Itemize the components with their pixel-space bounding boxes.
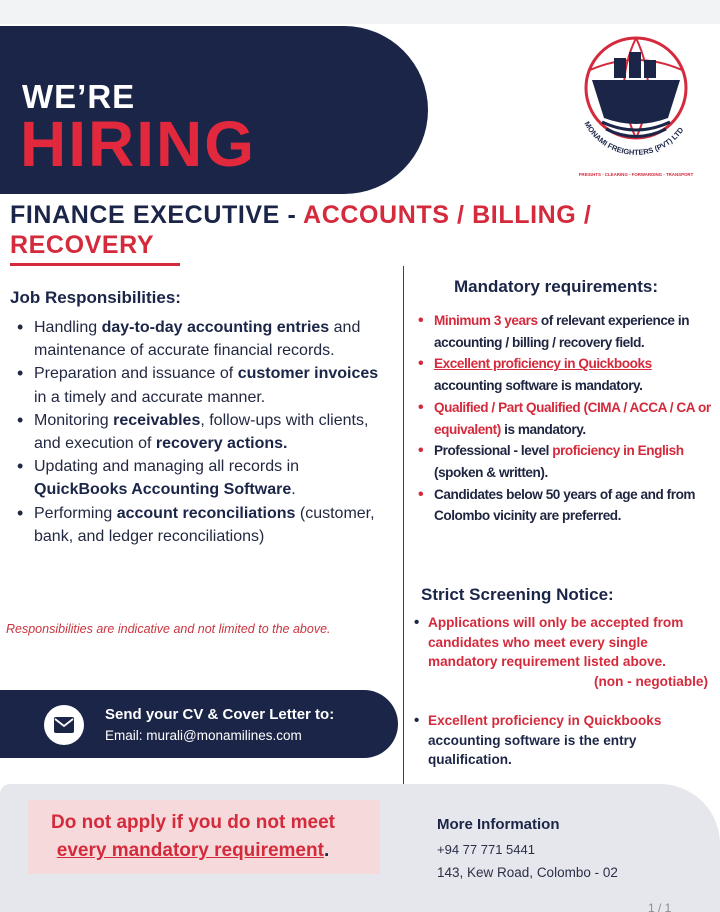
address: 143, Kew Road, Colombo - 02 — [437, 865, 618, 880]
responsibilities-list — [16, 316, 388, 548]
responsibilities-heading: Job Responsibilities: — [10, 288, 181, 307]
list-item: • Minimum 3 years of relevant experience in accounting / billing / recovery field. — [418, 310, 718, 353]
list-item: • Performing account reconciliations (customer, bank, and ledger reconciliations) — [16, 502, 388, 548]
screening-list — [414, 613, 714, 770]
list-item: • Updating and managing all records in QuickBooks Accounting Software. — [16, 455, 388, 501]
company-logo — [572, 30, 700, 180]
list-item: • Monitoring receivables, follow-ups with clients, and execution of recovery actions. — [16, 409, 388, 455]
warning-box — [28, 800, 380, 874]
job-title — [10, 200, 710, 260]
responsibilities-note: Responsibilities are indicative and not limited to the above. — [6, 622, 331, 636]
warning-line1: Do not apply if you do not meet — [51, 812, 335, 833]
non-negotiable-tag: (non - negotiable) — [593, 673, 708, 689]
warning-line2: every mandatory requirement. — [56, 840, 330, 861]
hiring-banner — [0, 26, 428, 194]
list-item: • Qualified / Part Qualified (CIMA / ACCA / CA or equivalent) is mandatory. — [418, 397, 718, 440]
list-item: • Handling day-to-day accounting entries and maintenance of accurate financial records. — [16, 316, 388, 362]
page-number: 1 / 1 — [648, 901, 672, 912]
mandatory-list — [418, 310, 718, 527]
top-band — [0, 0, 720, 24]
envelope-icon — [44, 705, 84, 745]
list-item: • Candidates below 50 years of age and from Colombo vicinity are preferred. — [418, 484, 718, 527]
banner-hiring-text: HIRING — [20, 108, 256, 180]
list-item: • Excellent proficiency in Quickbooks accounting software is mandatory. — [418, 353, 718, 396]
list-item: • Professional - level proficiency in English (spoken & written). — [418, 440, 718, 483]
list-item: • Excellent proficiency in Quickbooks accounting software is the entry qualification. — [414, 711, 714, 770]
title-underline — [10, 263, 180, 266]
job-title-part2: ACCOUNTS / BILLING / RECOVERY — [10, 201, 592, 259]
logo-tagline: FREIGHTS - CLEARING - FORWARDING - TRANSPORT — [578, 172, 694, 177]
mandatory-heading: Mandatory requirements: — [454, 277, 659, 296]
more-info-heading: More Information — [437, 816, 560, 833]
apply-title: Send your CV & Cover Letter to: — [105, 706, 335, 723]
phone-number: +94 77 771 5441 — [437, 842, 535, 857]
banner-we-text: WE’RE — [22, 78, 136, 115]
screening-heading: Strict Screening Notice: — [421, 585, 614, 604]
list-item: • Preparation and issuance of customer invoices in a timely and accurate manner. — [16, 362, 388, 408]
job-title-part1: FINANCE EXECUTIVE - — [10, 201, 304, 229]
apply-email-link[interactable]: Email: murali@monamilines.com — [105, 728, 302, 743]
logo-arc-text: MONAMI FREIGHTERS (PVT) LTD — [582, 119, 686, 157]
column-divider — [403, 266, 404, 784]
ship-globe-icon — [572, 30, 700, 180]
list-item: • Applications will only be accepted from candidates who meet every single mandatory requirement listed above. (non - negotiable) — [414, 613, 714, 691]
